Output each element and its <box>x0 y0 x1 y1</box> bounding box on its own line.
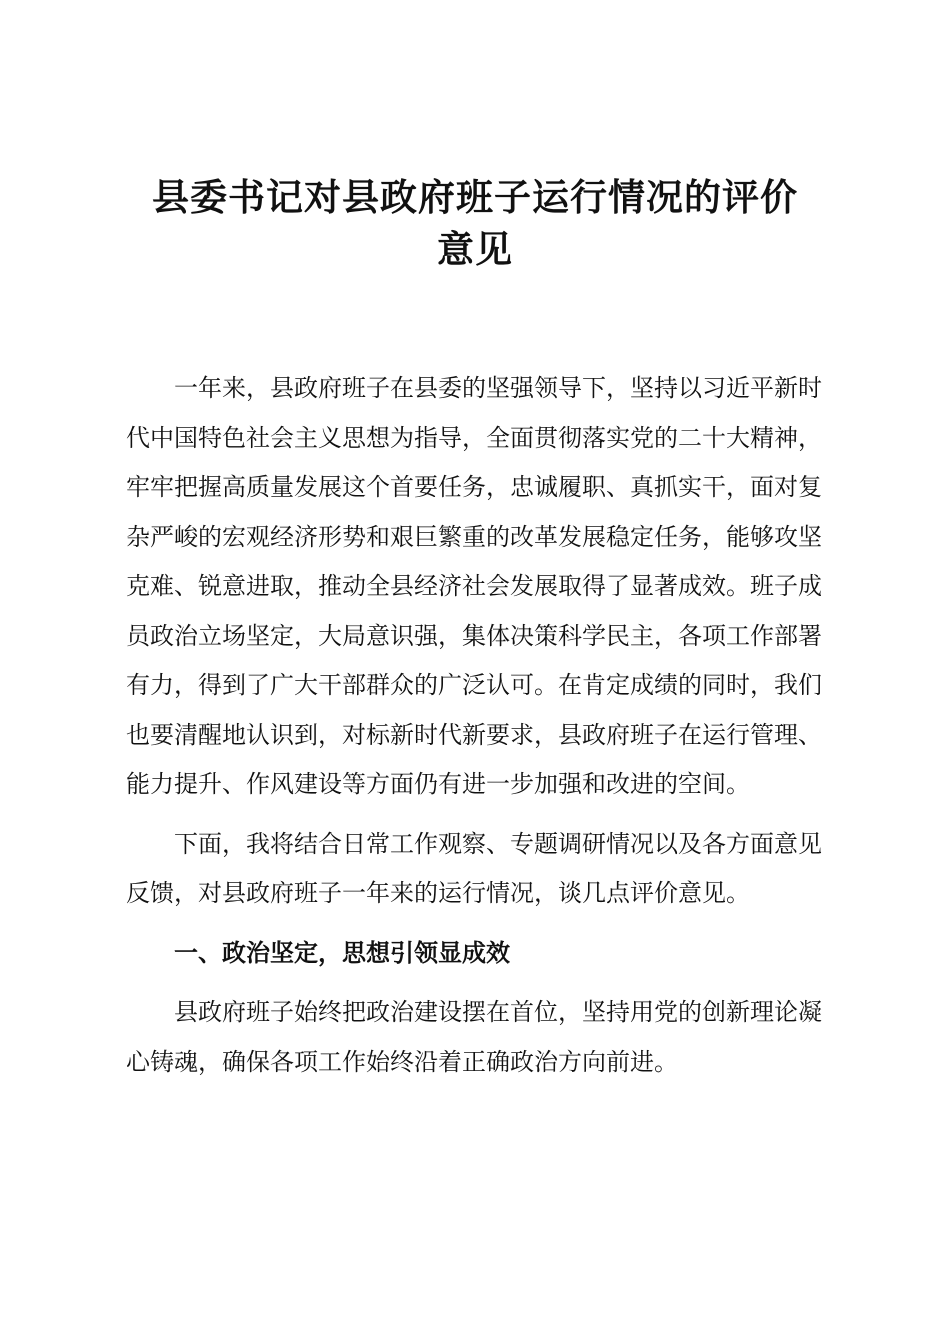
section-heading: 一、政治坚定，思想引领显成效 <box>174 938 510 967</box>
intro-paragraph: 一年来，县政府班子在县委的坚强领导下，坚持以习近平新时代中国特色社会主义思想为指导，全面贯彻落实党的二十大精神，牢牢把握高质量发展这个首要任务，忠诚履职、真抓实干，面对复杂严峻的宏观经济形势和艰巨繁重的改革发展稳定任务，能够攻坚克难、锐意进取，推动全县经济社会发展取得了显著成效。班子成员政治立场坚定，大局意识强，集体决策科学民主，各项工作部署有力，得到了广大干部群众的广泛认可。在肯定成绩的同时，我们也要清醒地认识到，对标新时代新要求，县政府班子在运行管理、能力提升、作风建设等方面仍有进一步加强和改进的空间。 <box>126 374 822 798</box>
document-title: 县委书记对县政府班子运行情况的评价意见 <box>152 176 798 271</box>
document-body <box>126 364 822 1097</box>
transition-paragraph: 下面，我将结合日常工作观察、专题调研情况以及各方面意见反馈，对县政府班子一年来的运行情况，谈几点评价意见。 <box>126 829 822 907</box>
section-paragraph: 县政府班子始终把政治建设摆在首位，坚持用党的创新理论凝心铸魂，确保各项工作始终沿着正确政治方向前进。 <box>126 998 822 1076</box>
